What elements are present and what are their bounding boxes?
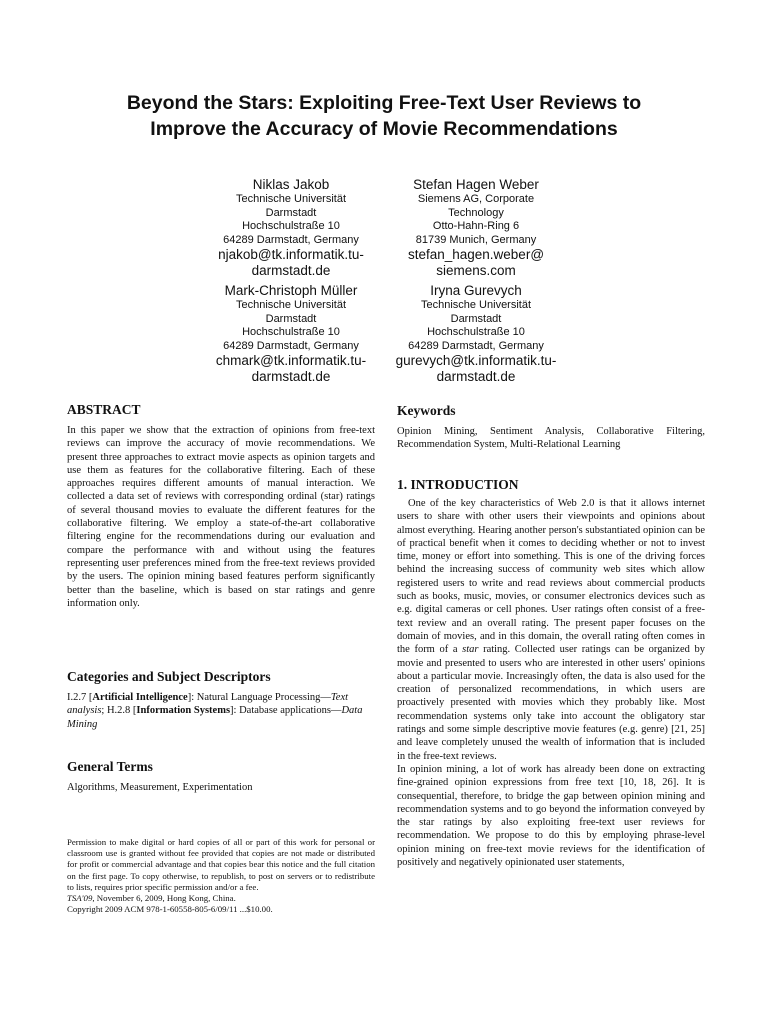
introduction-paragraph-1: One of the key characteristics of Web 2.0 is that it allows internet users to share with other users their viewpoints and opinions about almost everything. Hearing another person's substantiated opinion can be of practical benefit when it comes to deciding whether or not to invest time, money or effort into something. This is one of the driving forces behind the increasing success of community web sites which allow registered users to write and read reviews about commercial products such as books, music, movies, or consumer electronics devices such as e.g. digital cameras or cell phones. User ratings often consist of a free-text review and an overall rating. The present paper focuses on the domain of movies, and in this domain, the overall rating often comes in the form of a star rating. Collected user ratings can be organized by movie and presented to users who are interested in other users' opinions about a particular movie. Increasingly often, the data is also used for the creation of personalized recommendations, in which users are proactively presented with movies which they probably like. Most recommendation systems only take into account the obligatory star ratings and some simple descriptive movie features (e.g. genre) [21, 25] and leave completely unused the wealth of information that is included in the free-text reviews. — [397, 498, 705, 762]
author-affiliation: Technische Universität — [235, 299, 347, 311]
author-affiliation: Siemens AG, Corporate — [417, 193, 535, 205]
categories-heading: Categories and Subject Descriptors — [67, 669, 271, 684]
author-block — [200, 282, 382, 385]
author-block — [200, 176, 382, 279]
author-email: chmark@tk.informatik.tu- — [215, 353, 367, 368]
title-line-1: Beyond the Stars: Exploiting Free-Text User Reviews to — [126, 92, 642, 114]
keywords-section — [397, 403, 705, 452]
general-terms-heading: General Terms — [67, 759, 153, 774]
author-block — [382, 282, 570, 385]
author-name: Iryna Gurevych — [430, 283, 522, 298]
general-terms-section — [67, 759, 375, 794]
categories-text: I.2.7 [Artificial Intelligence]: Natural Language Processing—Text analysis; H.2.8 [Information Systems]: Database applications—Data Mining — [67, 692, 363, 730]
author-name: Stefan Hagen Weber — [413, 177, 539, 192]
author-affiliation: Hochschulstraße 10 — [242, 220, 340, 232]
title-line-2: Improve the Accuracy of Movie Recommendations — [150, 118, 618, 140]
author-email: darmstadt.de — [251, 369, 331, 384]
author-affiliation: Otto-Hahn-Ring 6 — [432, 220, 520, 232]
author-affiliation: Technische Universität — [420, 299, 532, 311]
introduction-section — [397, 477, 705, 869]
abstract-heading: ABSTRACT — [67, 402, 141, 417]
author-affiliation: Technology — [448, 206, 504, 219]
permission-notice — [67, 837, 375, 915]
author-name: Mark-Christoph Müller — [224, 283, 358, 298]
categories-section — [67, 669, 375, 731]
author-block — [382, 176, 570, 279]
author-affiliation: Darmstadt — [450, 312, 502, 325]
author-name: Niklas Jakob — [252, 177, 330, 192]
introduction-paragraph-2: In opinion mining, a lot of work has already been done on extracting fine-grained opinion expressions from free text [10, 18, 26]. It is consequential, therefore, to bridge the gap between opinion mining and recommendation systems and to go beyond the information conveyed by the star ratings by also exploiting free-text user reviews for recommendation. We propose to do this by employing phrase-level opinion mining on free-text movie reviews for the identification of positively and negatively opinionated user statements, — [397, 763, 705, 869]
author-affiliation: Darmstadt — [265, 206, 317, 219]
author-affiliation: 64289 Darmstadt, Germany — [223, 233, 359, 246]
author-email: darmstadt.de — [251, 263, 331, 278]
venue-line: TSA'09, November 6, 2009, Hong Kong, China. — [67, 893, 236, 904]
author-affiliation: Hochschulstraße 10 — [427, 326, 525, 338]
author-email: njakob@tk.informatik.tu- — [218, 247, 364, 262]
keywords-text: Opinion Mining, Sentiment Analysis, Collaborative Filtering, Recommendation System, Multi-Relational Learning — [397, 426, 705, 451]
permission-text: Permission to make digital or hard copies of all or part of this work for personal or classroom use is granted without fee provided that copies are not made or distributed for profit or commercial advantage and that copies bear this notice and the full citation on the first page. To copy otherwise, to republish, to post on servers or to redistribute to lists, requires prior specific permission and/or a fee. — [67, 837, 375, 892]
general-terms-text: Algorithms, Measurement, Experimentation — [67, 782, 253, 793]
author-email: darmstadt.de — [436, 369, 516, 384]
paper-title — [40, 90, 728, 142]
author-affiliation: 81739 Munich, Germany — [415, 233, 537, 246]
introduction-heading: 1. INTRODUCTION — [397, 477, 519, 492]
abstract-text: In this paper we show that the extraction of opinions from free-text reviews can improve the accuracy of movie recommendations. We present three approaches to extract movie aspects as opinion targets and use them as features for the collaborative filtering. Each of these approaches requires different amounts of manual interaction. We collected a data set of reviews with corresponding ordinal (star) ratings of several thousand movies to evaluate the different features for the collaborative filtering. We employ a state-of-the-art collaborative filtering engine for the recommendations during our evaluation and compare the performance with and without using the features representing user preferences mined from the free-text reviews provided by the users. The opinion mining based features perform significantly better than the baseline, which is based on star ratings and genre information only. — [67, 425, 375, 609]
author-affiliation: Darmstadt — [265, 312, 317, 325]
author-affiliation: 64289 Darmstadt, Germany — [408, 339, 544, 352]
copyright-line: Copyright 2009 ACM 978-1-60558-805-6/09/11 ...$10.00. — [67, 904, 273, 915]
abstract-section — [67, 402, 375, 610]
keywords-heading: Keywords — [397, 403, 456, 418]
author-email: siemens.com — [436, 263, 516, 278]
author-affiliation: Technische Universität — [235, 193, 347, 205]
author-affiliation: Hochschulstraße 10 — [242, 326, 340, 338]
author-email: stefan_hagen.weber@ — [407, 247, 545, 262]
author-affiliation: 64289 Darmstadt, Germany — [223, 339, 359, 352]
author-email: gurevych@tk.informatik.tu- — [395, 353, 557, 368]
